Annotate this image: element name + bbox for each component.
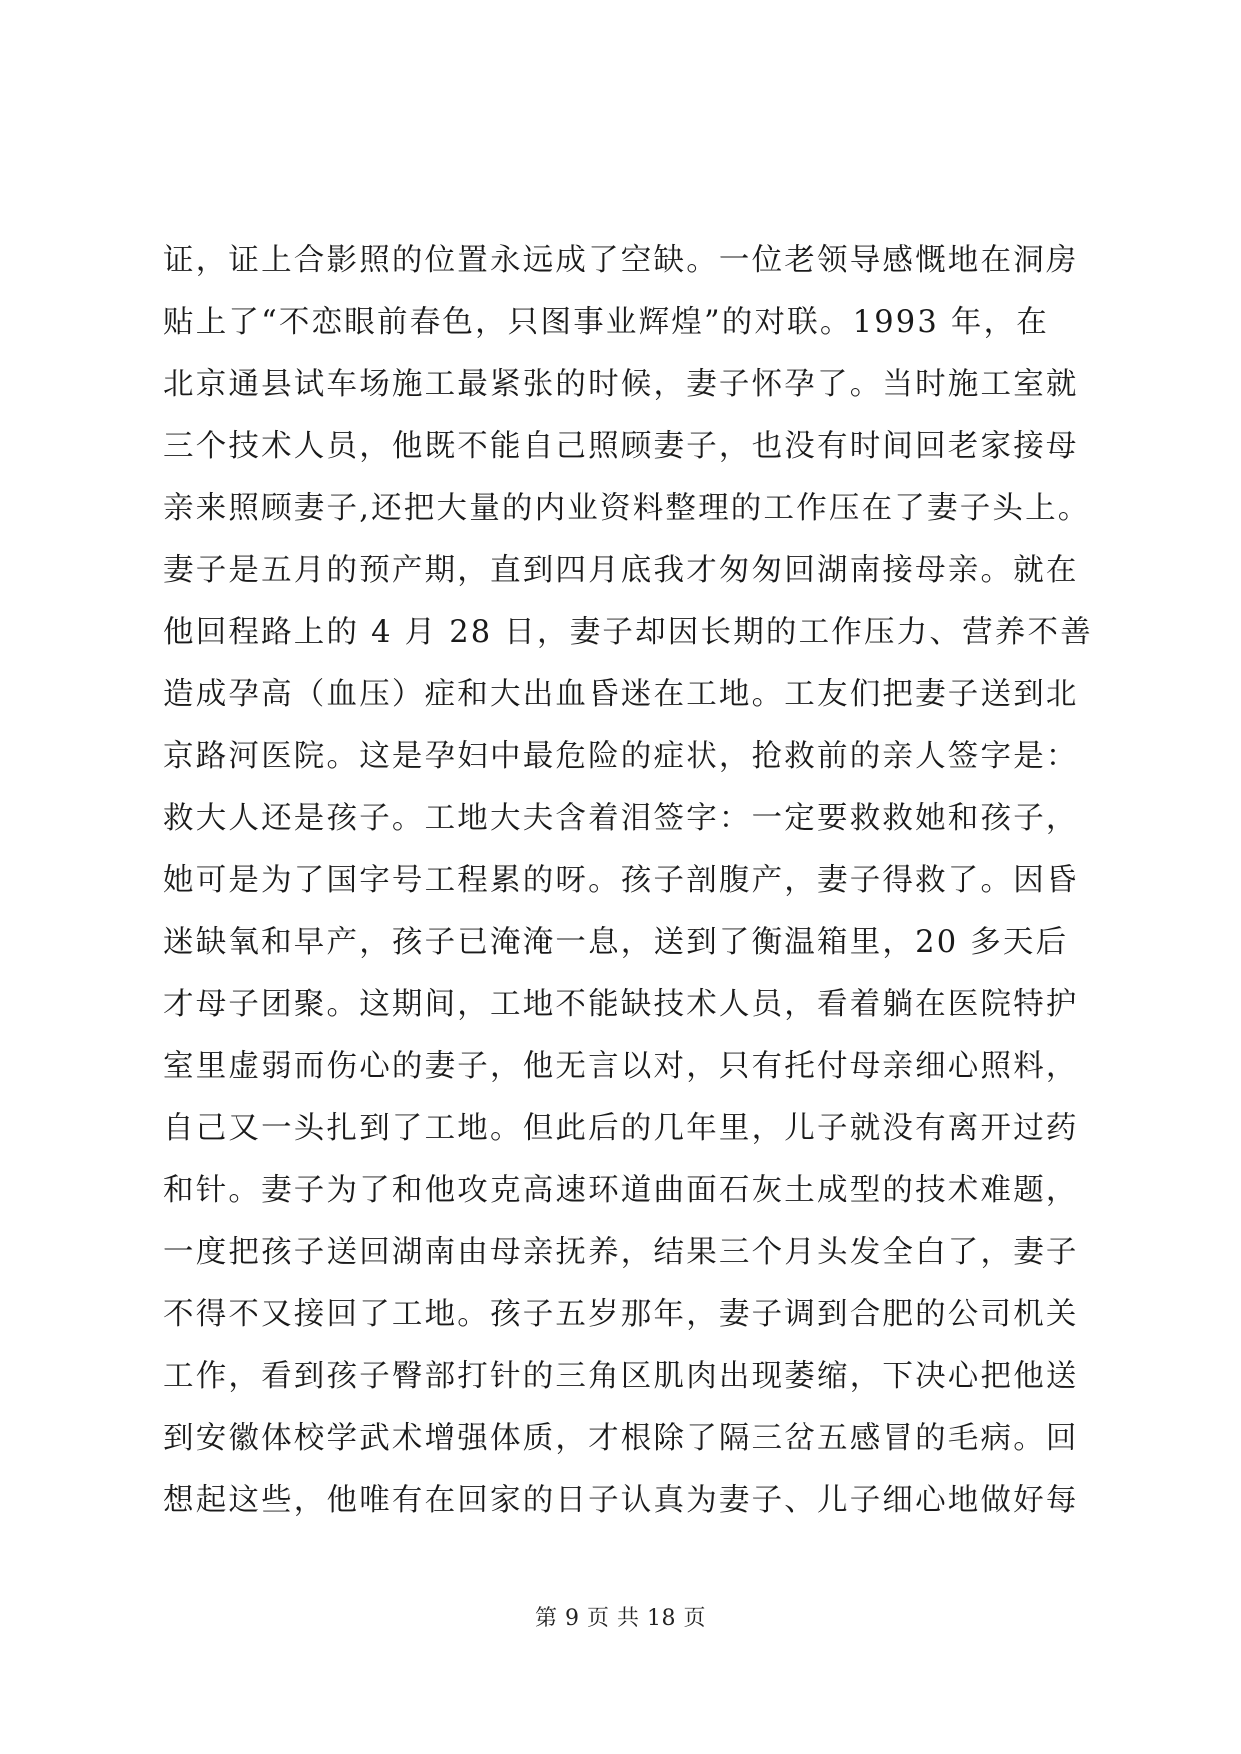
text-line: 造成孕高（血压）症和大出血昏迷在工地。工友们把妻子送到北 bbox=[163, 677, 1079, 712]
page-number-footer: 第 9 页 共 18 页 bbox=[535, 1606, 706, 1631]
text-line: 不得不又接回了工地。孩子五岁那年，妻子调到合肥的公司机关 bbox=[163, 1297, 1079, 1332]
text-line: 自己又一头扎到了工地。但此后的几年里，儿子就没有离开过药 bbox=[163, 1111, 1079, 1146]
text-line: 她可是为了国字号工程累的呀。孩子剖腹产，妻子得救了。因昏 bbox=[163, 863, 1079, 898]
text-line: 救大人还是孩子。工地大夫含着泪签字：一定要救救她和孩子， bbox=[163, 801, 1079, 836]
text-line: 室里虚弱而伤心的妻子，他无言以对，只有托付母亲细心照料， bbox=[163, 1049, 1079, 1084]
body-text bbox=[163, 230, 1093, 1532]
text-line: 才母子团聚。这期间，工地不能缺技术人员，看着躺在医院特护 bbox=[163, 987, 1079, 1022]
text-line: 一度把孩子送回湖南由母亲抚养，结果三个月头发全白了，妻子 bbox=[163, 1235, 1079, 1270]
text-line: 贴上了“不恋眼前春色，只图事业辉煌”的对联。1993 年，在 bbox=[163, 305, 1049, 340]
text-line: 到安徽体校学武术增强体质，才根除了隔三岔五感冒的毛病。回 bbox=[163, 1421, 1079, 1456]
text-line: 想起这些，他唯有在回家的日子认真为妻子、儿子细心地做好每 bbox=[163, 1483, 1079, 1518]
text-line: 证，证上合影照的位置永远成了空缺。一位老领导感慨地在洞房 bbox=[163, 243, 1079, 278]
text-line: 亲来照顾妻子,还把大量的内业资料整理的工作压在了妻子头上。 bbox=[163, 491, 1091, 526]
text-line: 北京通县试车场施工最紧张的时候，妻子怀孕了。当时施工室就 bbox=[163, 367, 1079, 402]
text-line: 妻子是五月的预产期，直到四月底我才匆匆回湖南接母亲。就在 bbox=[163, 553, 1079, 588]
text-line: 三个技术人员，他既不能自己照顾妻子，也没有时间回老家接母 bbox=[163, 429, 1079, 464]
text-line: 京路河医院。这是孕妇中最危险的症状，抢救前的亲人签字是： bbox=[163, 739, 1079, 774]
text-line: 和针。妻子为了和他攻克高速环道曲面石灰土成型的技术难题， bbox=[163, 1173, 1079, 1208]
text-line: 工作，看到孩子臀部打针的三角区肌肉出现萎缩，下决心把他送 bbox=[163, 1359, 1079, 1394]
text-line: 他回程路上的 4 月 28 日，妻子却因长期的工作压力、营养不善 bbox=[163, 615, 1093, 650]
text-line: 迷缺氧和早产，孩子已淹淹一息，送到了衡温箱里，20 多天后 bbox=[163, 925, 1069, 960]
